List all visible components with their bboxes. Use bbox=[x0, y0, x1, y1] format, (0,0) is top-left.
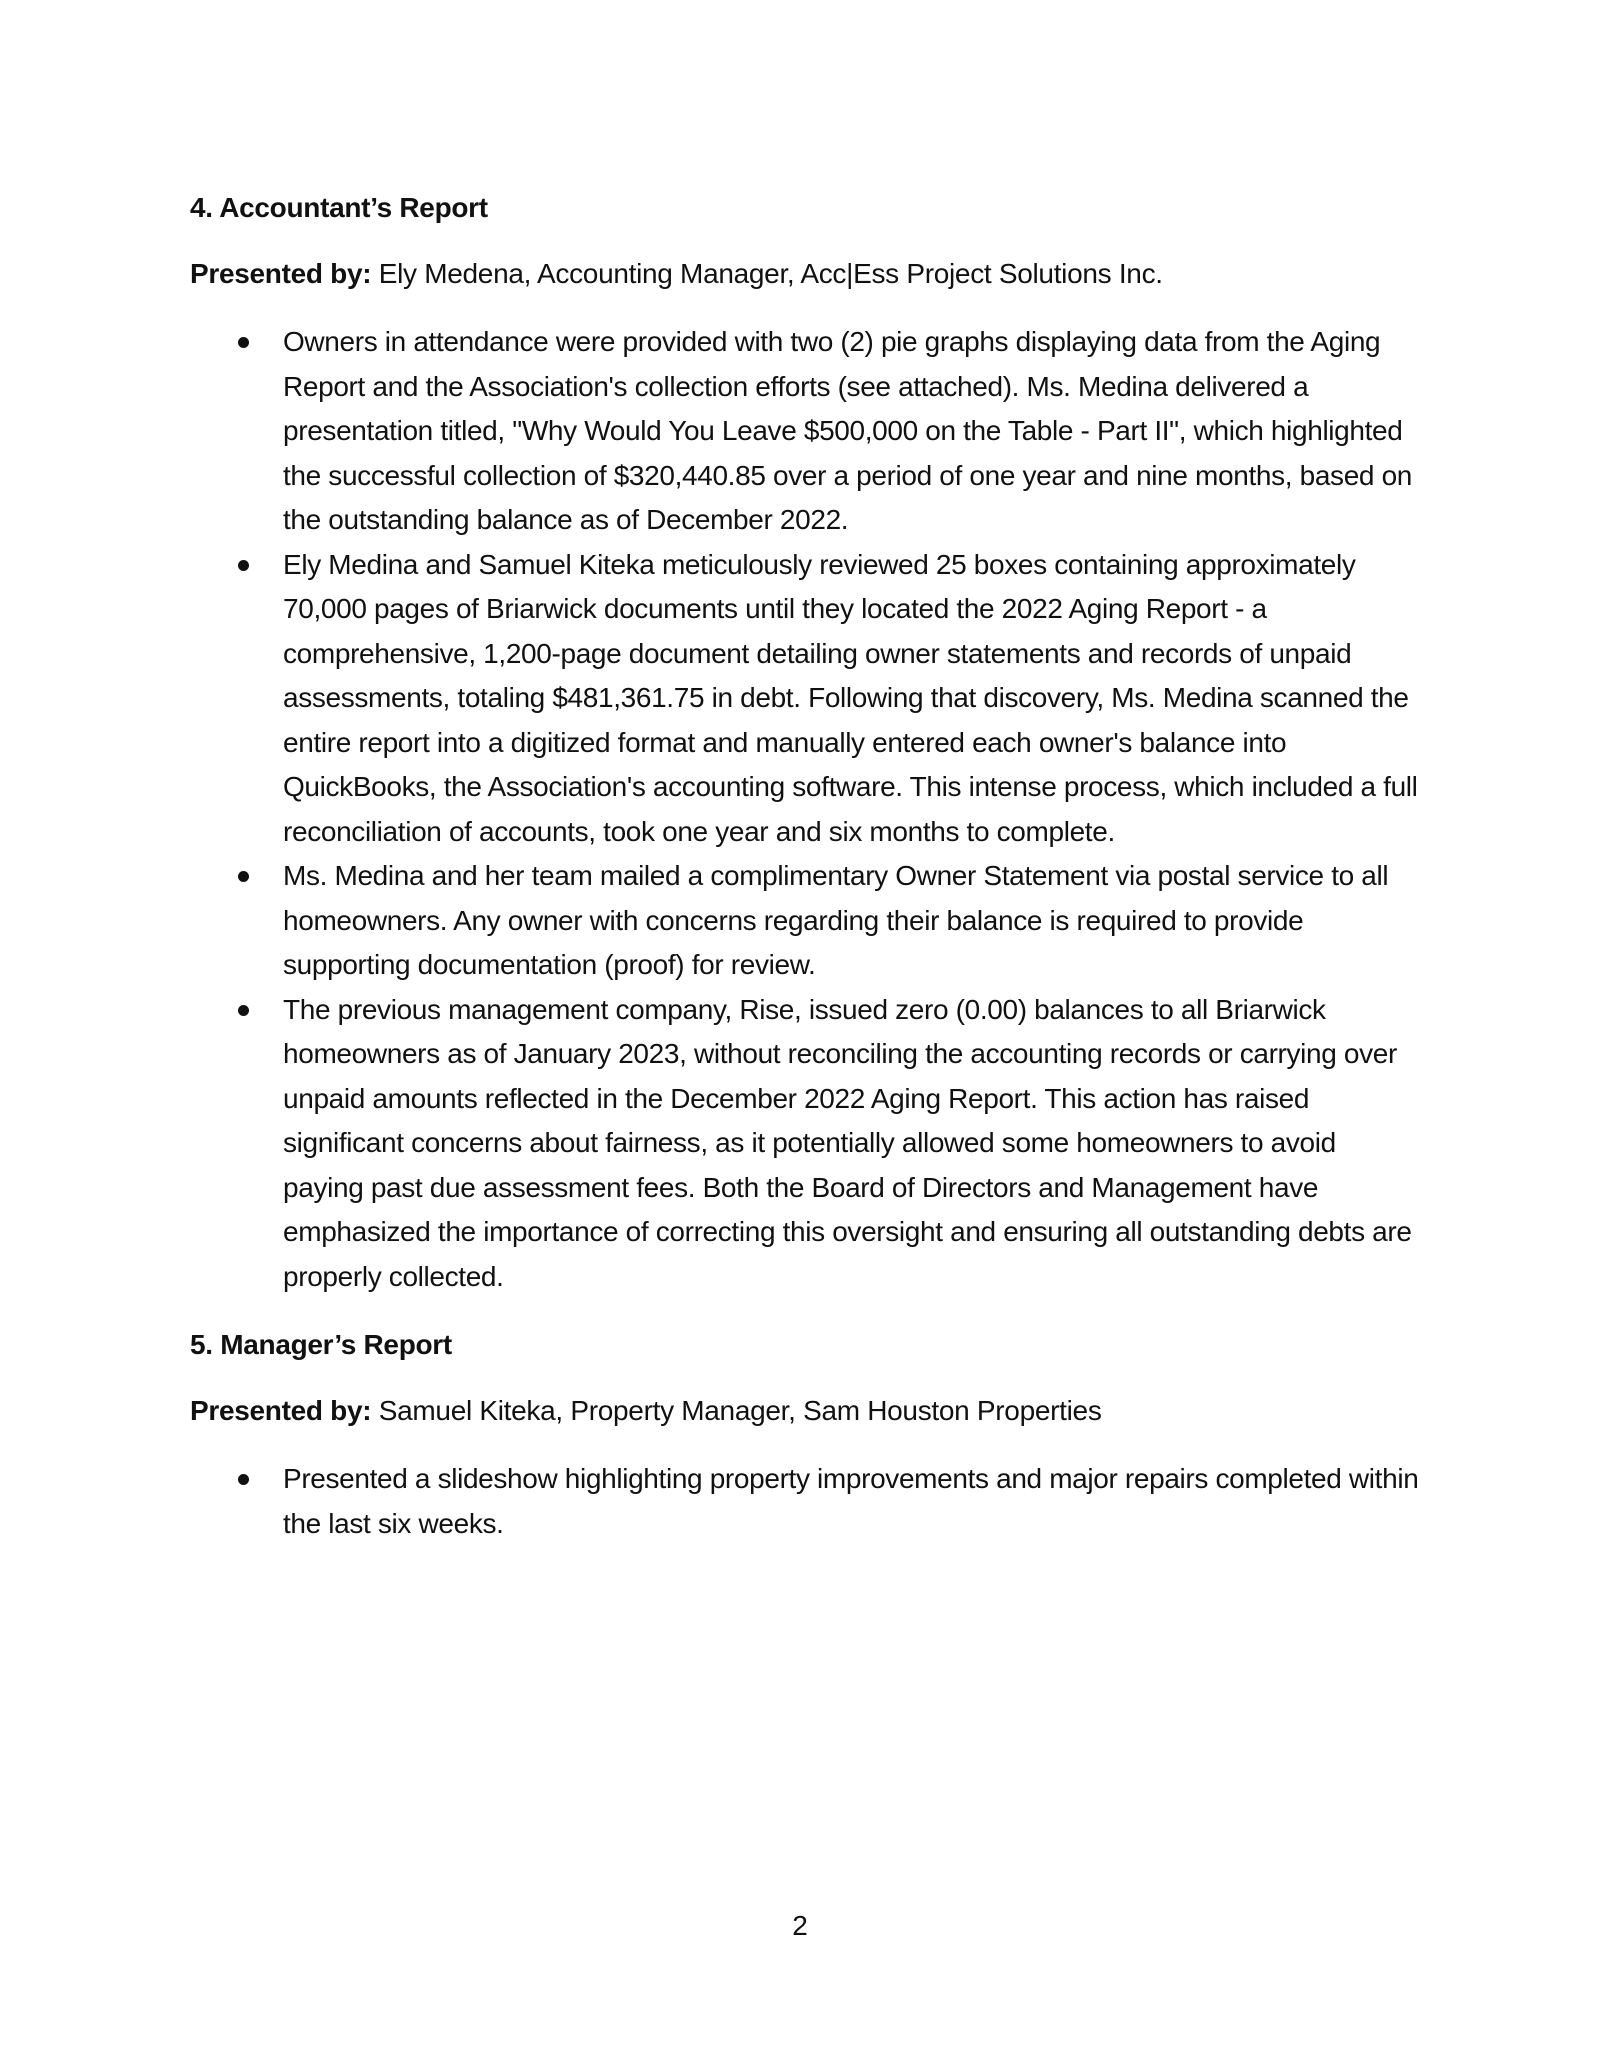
list-item bbox=[190, 988, 1420, 1300]
list-item bbox=[190, 320, 1420, 543]
document-page bbox=[190, 188, 1420, 1572]
section-heading: 5. Manager’s Report bbox=[190, 1329, 452, 1360]
presenter-name: Samuel Kiteka, Property Manager, Sam Houston Properties bbox=[371, 1395, 1102, 1426]
presenter-name: Ely Medena, Accounting Manager, Acc|Ess Project Solutions Inc. bbox=[371, 258, 1163, 289]
section-heading: 4. Accountant’s Report bbox=[190, 192, 488, 223]
list-item bbox=[190, 543, 1420, 855]
list-item-text: The previous management company, Rise, issued zero (0.00) balances to all Briarwick homeowners as of January 2023, without reconciling the accounting records or carrying over unpaid amounts reflected in the December 2022 Aging Report. This action has raised significant concerns about fairness, as it potentially allowed some homeowners to avoid paying past due assessment fees. Both the Board of Directors and Management have emphasized the importance of correcting this oversight and ensuring all outstanding debts are properly collected. bbox=[283, 993, 1412, 1292]
presenter-label: Presented by: bbox=[190, 1395, 372, 1426]
list-item bbox=[190, 854, 1420, 988]
presenter-line bbox=[190, 1391, 1420, 1431]
list-item-text: Presented a slideshow highlighting property improvements and major repairs completed within the last six weeks. bbox=[283, 1463, 1419, 1539]
bullet-icon bbox=[238, 1474, 249, 1485]
bullet-icon bbox=[238, 337, 249, 348]
list-item-text: Owners in attendance were provided with two (2) pie graphs displaying data from the Aging Report and the Association's collection efforts (see attached). Ms. Medina delivered a presentation titled, "Why Would You Leave $500,000 on the Table - Part II", which highlighted the successful collection of $320,440.85 over a period of one year and nine months, based on the outstanding balance as of December 2022. bbox=[283, 326, 1413, 535]
page-number: 2 bbox=[792, 1910, 808, 1941]
list-item bbox=[190, 1457, 1420, 1546]
list-item-text: Ms. Medina and her team mailed a complimentary Owner Statement via postal service to all homeowners. Any owner with concerns regarding their balance is required to provide supporting documentation (proof) for review. bbox=[283, 860, 1389, 980]
bullet-icon bbox=[238, 560, 249, 571]
bullet-list bbox=[190, 320, 1420, 1299]
bullet-icon bbox=[238, 871, 249, 882]
list-item-text: Ely Medina and Samuel Kiteka meticulously reviewed 25 boxes containing approximately 70,000 pages of Briarwick documents until they located the 2022 Aging Report - a comprehensive, 1,200-page document detailing owner statements and records of unpaid assessments, totaling $481,361.75 in debt. Following that discovery, Ms. Medina scanned the entire report into a digitized format and manually entered each owner's balance into QuickBooks, the Association's accounting software. This intense process, which included a full reconciliation of accounts, took one year and six months to complete. bbox=[283, 548, 1418, 847]
bullet-list bbox=[190, 1457, 1420, 1546]
managers-report-section bbox=[190, 1325, 1420, 1546]
presenter-label: Presented by: bbox=[190, 258, 372, 289]
accountants-report-section bbox=[190, 188, 1420, 1299]
bullet-icon bbox=[238, 1005, 249, 1016]
presenter-line bbox=[190, 254, 1420, 294]
